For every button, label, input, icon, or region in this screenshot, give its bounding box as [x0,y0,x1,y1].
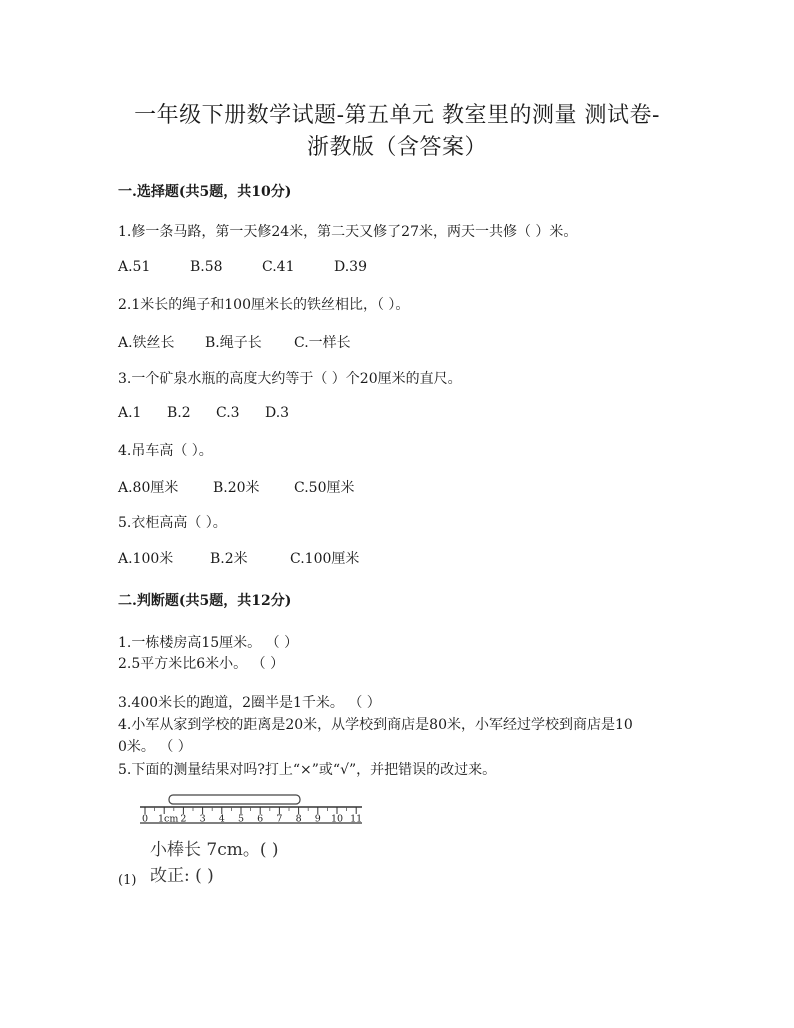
figure-caption-2: 改正: ( ) [150,866,214,886]
ruler-tick-label: 3 [199,813,206,825]
options-3 [118,405,289,421]
ruler-tick-label: 7 [276,813,283,825]
ruler-tick-label: 8 [295,813,302,825]
option: B.2 [167,405,191,421]
options-4 [118,477,354,497]
question-4: 4.吊车高（ ）。 [118,443,213,459]
option: A.100米 [118,551,174,567]
judge-question-5: 5.下面的测量结果对吗?打上“×”或“√”，并把错误的改过来。 [118,762,497,778]
options-2 [118,332,351,352]
section-heading-choice: 一.选择题(共5题，共10分) [118,184,292,200]
question-5: 5.衣柜高高（ ）。 [118,515,227,531]
figure-caption-1: 小棒长 7cm。( ) [150,840,279,860]
option: D.39 [334,259,367,275]
stick-shape [169,795,300,804]
judge-question-1: 1.一栋楼房高15厘米。 （ ） [118,635,299,651]
page-title-line2: 浙教版（含答案） [306,135,487,160]
question-1: 1.修一条马路，第一天修24米，第二天又修了27米，两天一共修（ ）米。 [118,224,578,240]
option: B.绳子长 [205,335,262,351]
option: B.58 [190,259,223,275]
ruler-tick-label: 11 [350,813,363,825]
option: A.铁丝长 [118,335,175,351]
ruler-tick-label: 10 [330,813,344,825]
options-5 [118,548,359,568]
option: B.20米 [213,480,260,496]
option: C.一样长 [294,335,351,351]
ruler-tick-label: 1cm [158,813,179,825]
judge-question-3: 3.400米长的跑道，2圈半是1千米。 （ ） [118,695,381,711]
figure-label: (1) [118,873,137,888]
question-3: 3.一个矿泉水瓶的高度大约等于（ ）个20厘米的直尺。 [118,371,462,387]
judge-question-4-cont: 0米。 （ ） [118,739,192,755]
ruler-tick-label: 5 [237,813,245,825]
option: C.41 [262,259,295,275]
options-1 [118,259,367,275]
judge-question-2: 2.5平方米比6米小。 （ ） [118,656,285,672]
section-heading-judge: 二.判断题(共5题，共12分) [118,593,292,609]
option: C.3 [216,405,240,421]
ruler-tick-label: 6 [257,813,264,825]
page-title-line1: 一年级下册数学试题-第五单元 教室里的测量 测试卷- [134,103,660,128]
option: A.80厘米 [118,480,179,496]
ruler-tick-label: 4 [218,813,225,825]
question-2: 2.1米长的绳子和100厘米长的铁丝相比，（ ）。 [118,297,410,313]
option: A.51 [118,259,151,275]
option: C.100厘米 [290,551,360,567]
option: B.2米 [210,551,248,567]
judge-question-4: 4.小军从家到学校的距离是20米，从学校到商店是80米，小军经过学校到商店是10 [118,717,633,733]
ruler-tick-label: 0 [141,813,149,825]
ruler-figure [140,793,370,885]
ruler-tick-label: 2 [180,813,187,825]
ruler-tick-label: 9 [314,813,321,825]
option: A.1 [118,405,142,421]
option: C.50厘米 [294,480,355,496]
option: D.3 [265,405,290,421]
